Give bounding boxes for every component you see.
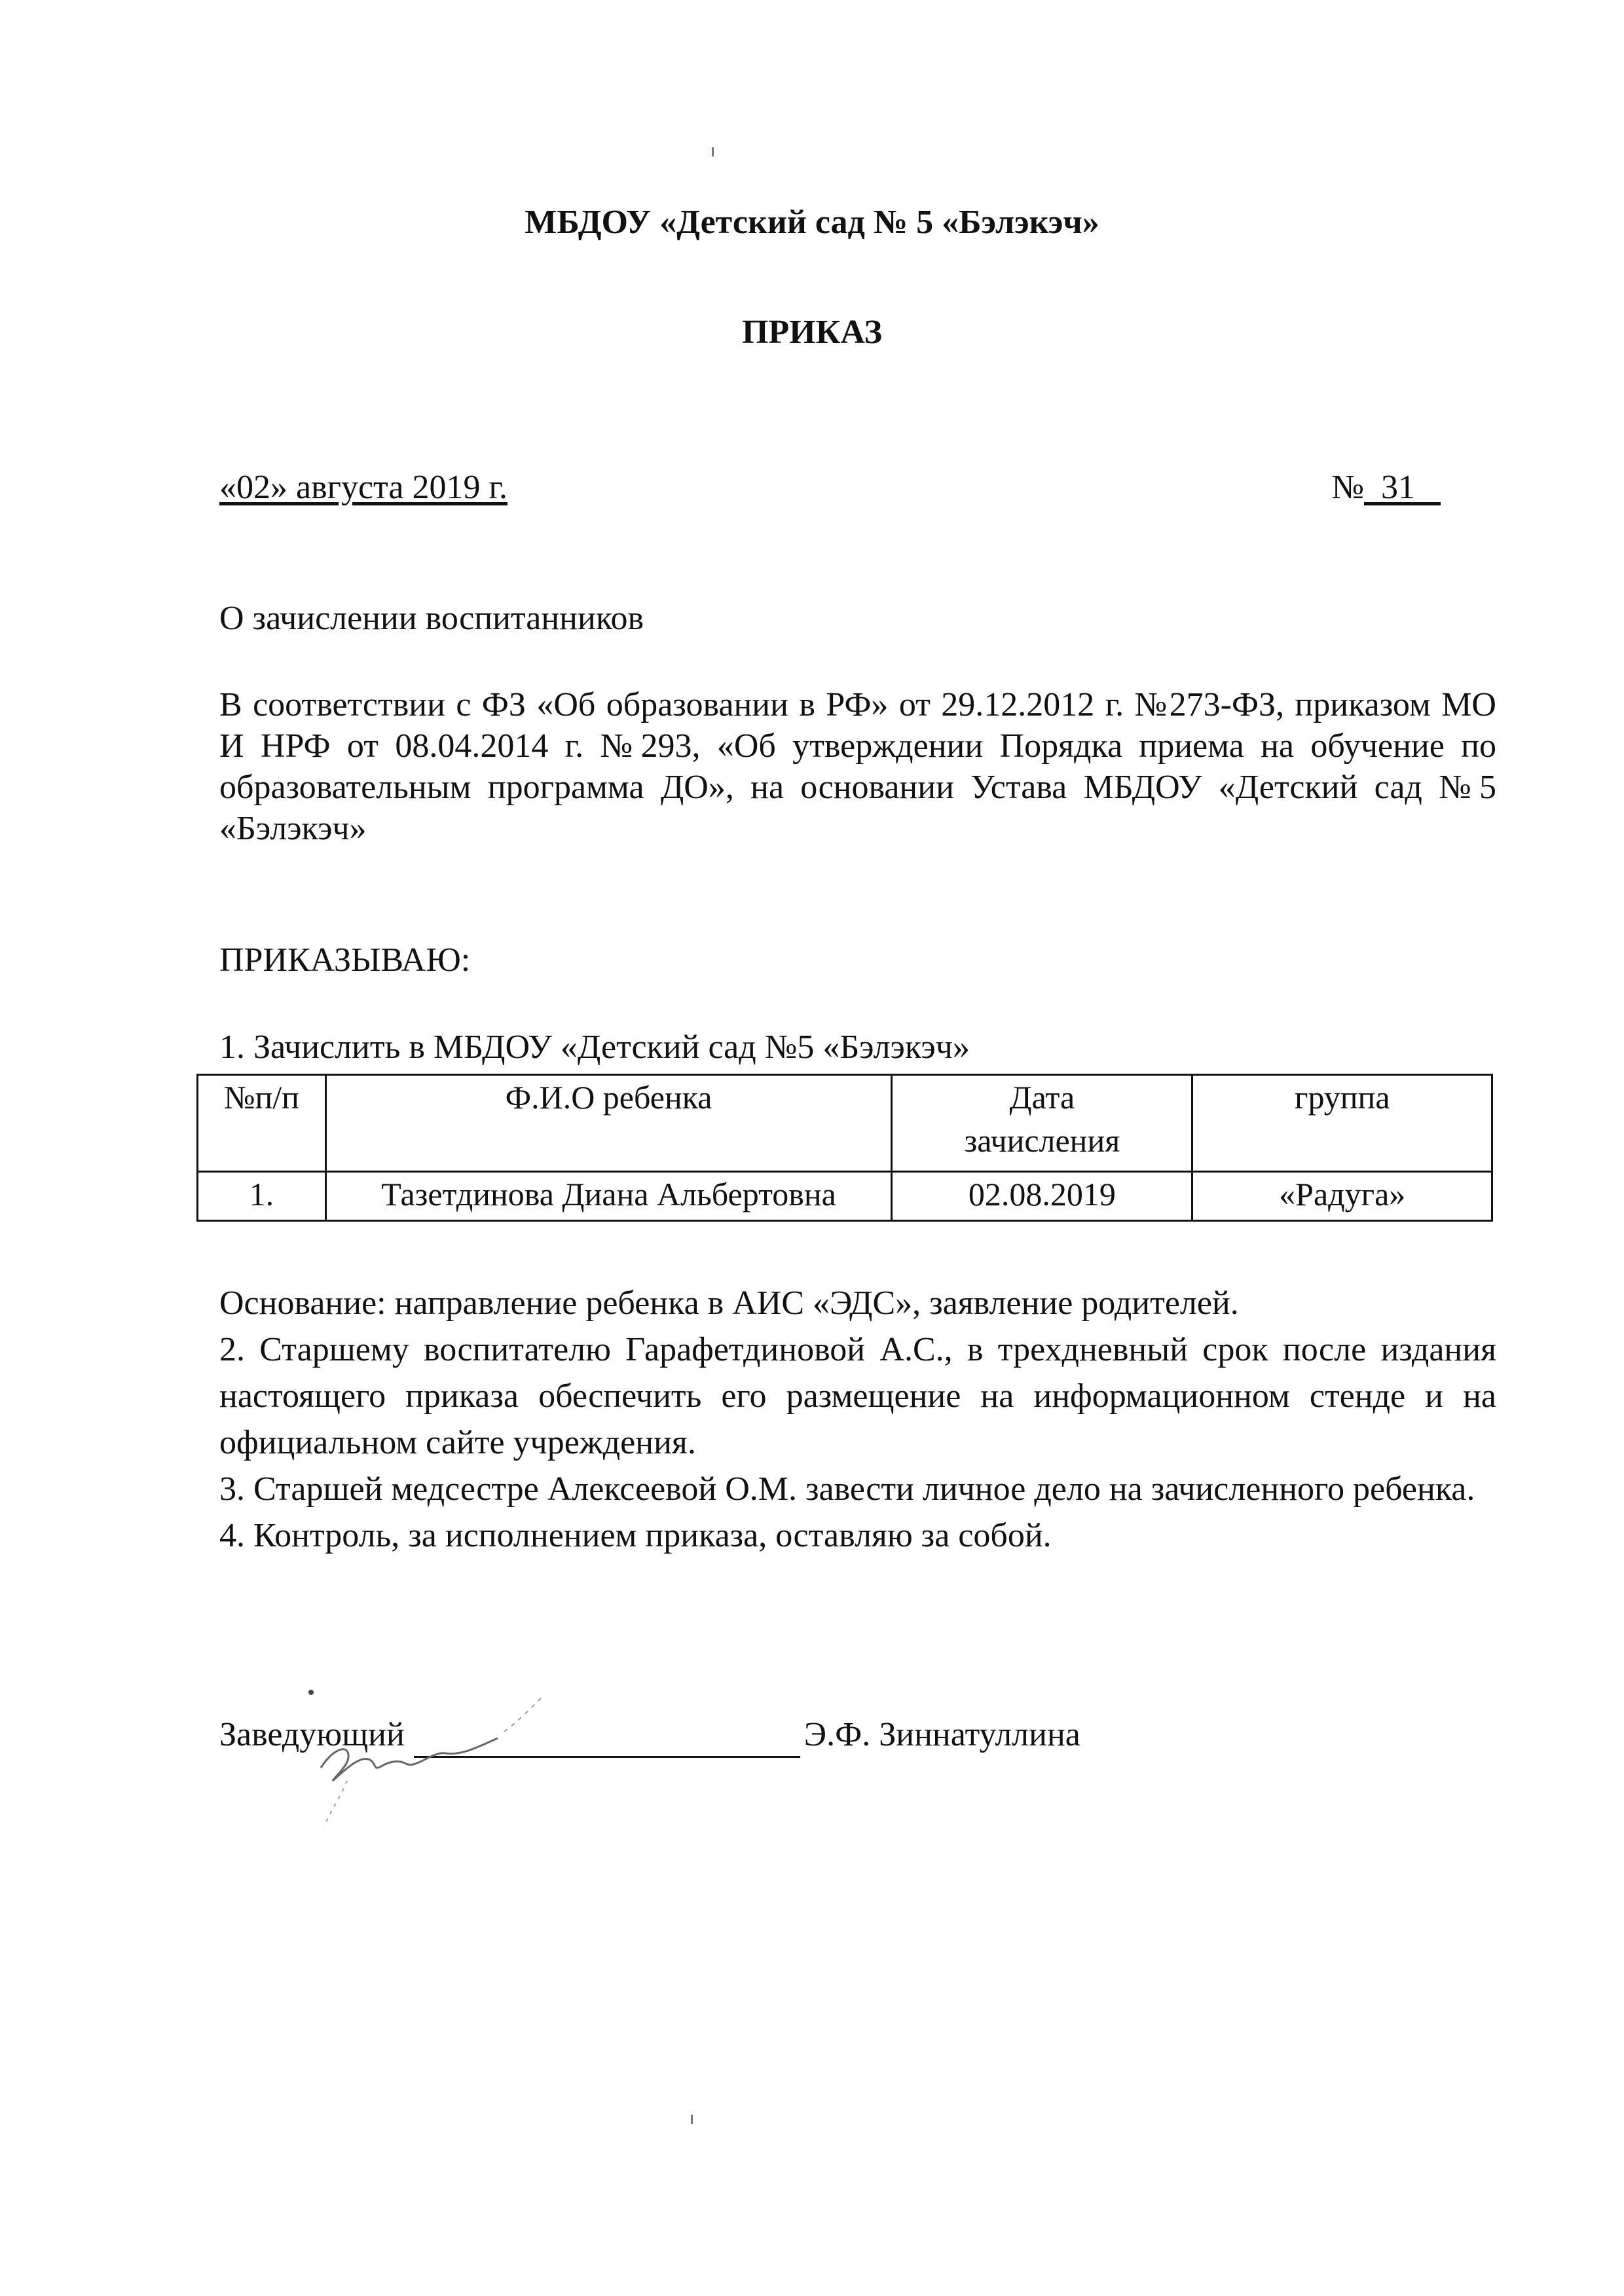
item-2: 2. Старшему воспитателю Гарафетдиновой А.С., в трехдневный срок после издания настоящего приказа обеспечить его размещение на информационном стенде и на официальном сайте учреждения. [219,1331,1496,1461]
header-num: №п/п [198,1075,326,1172]
enrollment-table [196,1074,1493,1222]
number-value: 31 [1381,469,1415,506]
signature-stroke-tail [504,1696,544,1732]
order-number [1331,468,1441,507]
scan-speck-bottom [691,2115,693,2124]
order-items [219,1280,1496,1559]
header-fio: Ф.И.О ребенка [325,1075,891,1172]
preamble: В соответствии с ФЗ «Об образовании в РФ» от 29.12.2012 г. №273-ФЗ, приказом МО И НРФ от 08.04.2014 г. №293, «Об утверждении Порядка приема на обучение по образовательным программа ДО», на основании Устава МБДОУ «Детский сад №5 «Бэлэкэч» [219,686,1496,847]
row-fio: Тазетдинова Диана Альбертовна [325,1172,891,1221]
handwritten-signature [308,1683,557,1840]
date-number-line [219,468,1441,507]
header-date-line2: зачисления [964,1122,1120,1159]
table-row [198,1172,1492,1221]
signature-dot [308,1690,314,1695]
row-num: 1. [198,1172,326,1221]
signer-title: Заведующий [219,1716,405,1753]
item-3: 3. Старшей медсестре Алексеевой О.М. завести личное дело на зачисленного ребенка. [219,1470,1475,1508]
order-subject: О зачислении воспитанников [219,600,644,637]
number-label: № [1331,469,1364,506]
header-group: группа [1192,1075,1492,1172]
row-date: 02.08.2019 [892,1172,1192,1221]
basis-text: Основание: направление ребенка в АИС «ЭДС», заявление родителей. [219,1285,1239,1322]
item-4: 4. Контроль, за исполнением приказа, оставляю за собой. [219,1517,1052,1554]
item-1: 1. Зачислить в МБДОУ «Детский сад №5 «Бэлэкэч» [219,1029,970,1066]
header-date [892,1075,1192,1172]
number-underline [1364,469,1441,506]
signature-stroke-main [321,1738,498,1781]
order-date: «02» августа 2019 г. [219,469,507,506]
header-date-line1: Дата [1009,1079,1075,1116]
signature-stroke-down [324,1781,347,1827]
scan-speck-top [712,147,714,156]
row-group: «Радуга» [1192,1172,1492,1221]
organization-title: МБДОУ «Детский сад № 5 «Бэлэкэч» [525,204,1099,241]
table-header-row [198,1075,1492,1172]
document-type: ПРИКАЗ [741,314,883,351]
signer-name: Э.Ф. Зиннатуллина [803,1716,1080,1753]
order-word: ПРИКАЗЫВАЮ: [219,941,471,979]
